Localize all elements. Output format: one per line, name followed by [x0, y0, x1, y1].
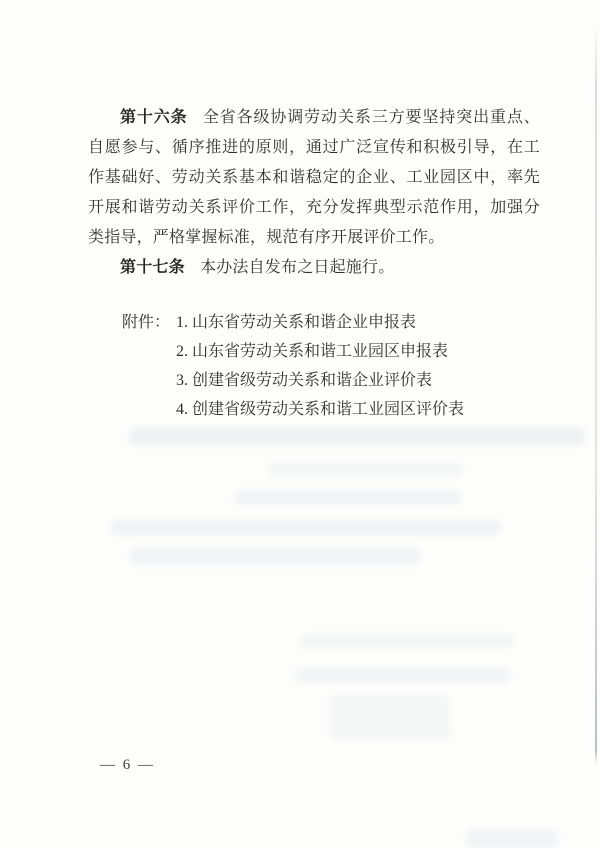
bleed-through-smudge	[300, 635, 515, 648]
article-16-text: 全省各级协调劳动关系三方要坚持突出重点、自愿参与、循序推进的原则，通过广泛宣传和积极引导，在工作基础好、劳动关系基本和谐稳定的企业、工业园区中，率先开展和谐劳动关系评价工作，充分发挥典型示范作用，加强分类指导，严格掌握标准，规范有序开展评价工作。	[88, 109, 540, 246]
bleed-through-smudge	[467, 830, 557, 848]
attachment-item-1: 1. 山东省劳动关系和谐企业申报表	[176, 314, 417, 331]
scan-edge-artifact	[595, 25, 597, 765]
page-number: — 6 —	[100, 757, 155, 773]
attachment-item-3: 3. 创建省级劳动关系和谐企业评价表	[176, 372, 433, 389]
document-body	[88, 103, 540, 283]
attachments-list	[122, 308, 464, 424]
article-16-number: 第十六条	[120, 109, 188, 126]
bleed-through-smudge	[110, 520, 500, 535]
attachments-label: 附件：	[122, 314, 171, 331]
article-16-paragraph	[88, 103, 540, 253]
attachments-items	[176, 308, 464, 424]
article-17-paragraph	[88, 253, 540, 283]
attachment-item-4: 4. 创建省级劳动关系和谐工业园区评价表	[176, 401, 465, 418]
bleed-through-smudge	[130, 428, 585, 445]
bleed-through-smudge	[235, 490, 460, 505]
bleed-through-smudge	[330, 695, 450, 740]
bleed-through-smudge	[295, 668, 510, 683]
article-17-text: 本办法自发布之日起施行。	[200, 259, 395, 276]
bleed-through-smudge	[268, 463, 463, 476]
article-17-number: 第十七条	[120, 259, 185, 276]
attachment-item-2: 2. 山东省劳动关系和谐工业园区申报表	[176, 343, 449, 360]
bleed-through-smudge	[130, 548, 420, 565]
